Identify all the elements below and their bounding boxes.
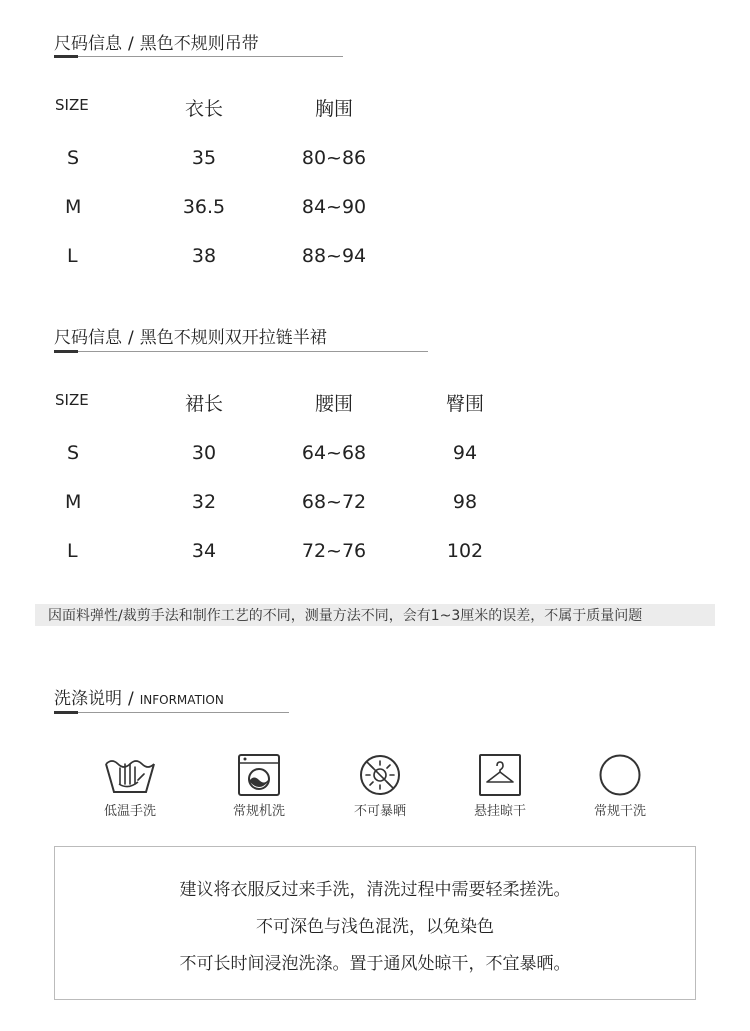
header-length: 衣长 xyxy=(184,98,224,120)
row-value: 35 xyxy=(191,147,217,169)
row-value: 68~72 xyxy=(301,491,367,513)
instruction-line: 建议将衣服反过来手洗，清洗过程中需要轻柔搓洗。 xyxy=(179,880,571,900)
row-value: 38 xyxy=(191,245,217,267)
washing-machine-icon xyxy=(229,754,289,796)
header-bust: 胸围 xyxy=(314,98,354,120)
title-subtitle: 黑色不规则双开拉链半裙 xyxy=(139,328,327,348)
header-size: SIZE xyxy=(55,391,89,409)
care-item xyxy=(209,754,309,819)
row-value: 80~86 xyxy=(301,147,367,169)
row-value: 94 xyxy=(452,442,478,464)
header-length: 裙长 xyxy=(184,393,224,415)
header-size: SIZE xyxy=(55,96,89,114)
section-title-top xyxy=(54,29,259,54)
no-sun-icon xyxy=(350,754,410,796)
row-size: M xyxy=(65,196,82,218)
instruction-line: 不可深色与浅色混洗，以免染色 xyxy=(256,917,494,937)
care-instructions-box xyxy=(54,846,696,1000)
care-label: 常规机洗 xyxy=(232,804,285,819)
row-value: 98 xyxy=(452,491,478,513)
care-label: 悬挂晾干 xyxy=(473,804,526,819)
row-value: 32 xyxy=(191,491,217,513)
title-underline xyxy=(54,712,289,713)
title-slash: / xyxy=(128,328,134,348)
row-value: 102 xyxy=(446,540,484,562)
title-text: 尺码信息 xyxy=(54,328,122,348)
row-size: S xyxy=(67,442,80,464)
care-label: 低温手洗 xyxy=(103,804,156,819)
care-label: 常规干洗 xyxy=(593,804,646,819)
hand-wash-icon xyxy=(100,754,160,796)
row-value: 30 xyxy=(191,442,217,464)
row-value: 72~76 xyxy=(301,540,367,562)
care-label: 不可暴晒 xyxy=(353,804,406,819)
row-size: M xyxy=(65,491,82,513)
care-item xyxy=(570,754,670,819)
row-size: S xyxy=(67,147,80,169)
title-subtitle: 黑色不规则吊带 xyxy=(139,34,259,54)
measurement-note: 因面料弹性/裁剪手法和制作工艺的不同，测量方法不同，会有1~3厘米的误差，不属于质量问题 xyxy=(48,608,643,624)
row-size: L xyxy=(67,245,78,267)
title-underline xyxy=(54,351,428,352)
instruction-line: 不可长时间浸泡洗涤。置于通风处晾干，不宜暴晒。 xyxy=(179,954,571,974)
row-size: L xyxy=(67,540,78,562)
title-text: 洗涤说明 xyxy=(54,689,122,709)
section-title-care xyxy=(54,684,224,709)
dry-clean-icon xyxy=(590,754,650,796)
title-underline xyxy=(54,56,343,57)
hang-dry-icon xyxy=(470,754,530,796)
header-hip: 臀围 xyxy=(445,393,485,415)
row-value: 36.5 xyxy=(182,196,226,218)
row-value: 88~94 xyxy=(301,245,367,267)
title-text: 尺码信息 xyxy=(54,34,122,54)
care-item xyxy=(330,754,430,819)
title-slash: / xyxy=(128,34,134,54)
section-title-skirt xyxy=(54,323,327,348)
title-slash: / xyxy=(128,689,134,709)
row-value: 34 xyxy=(191,540,217,562)
row-value: 64~68 xyxy=(301,442,367,464)
header-waist: 腰围 xyxy=(314,393,354,415)
care-item xyxy=(80,754,180,819)
care-item xyxy=(450,754,550,819)
row-value: 84~90 xyxy=(301,196,367,218)
title-subtitle: INFORMATION xyxy=(139,693,224,707)
